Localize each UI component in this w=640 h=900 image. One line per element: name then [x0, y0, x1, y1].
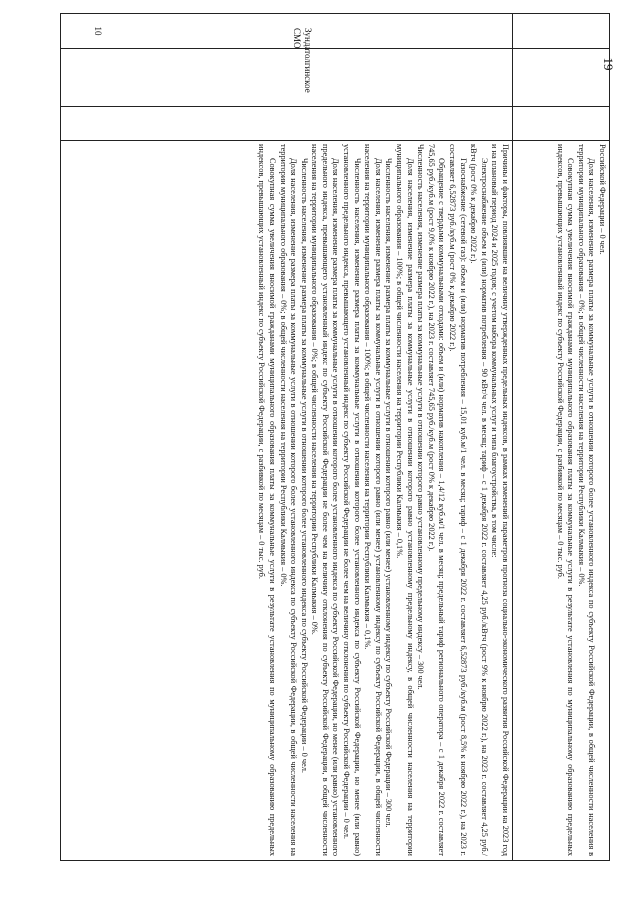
- text-paragraph: Электроснабжение объем и (или) норматив потребления – 90 кВт/ч чел. в месяц; тариф – с 1 декабря 2022 г. составляет 4,25 руб./кВтч (рост 9% к ноябрю 2022 г.), на 2023 г. составляет 4,25 руб./кВтч (рост 0% к декабрю 2022 г.).: [469, 144, 489, 856]
- page-number: 19: [601, 57, 616, 71]
- text-paragraph: Доля населения, изменение размера платы за коммунальные услуги в отношении которого более установленного индекса по субъекту Российской Федерации, в общей численности населения на территории муниципального образования – 0%; в общей численности населения на территории Республики Калмыкия – 0%.: [278, 144, 299, 856]
- column-divider: [61, 106, 609, 107]
- rotated-page-content: [52, 0, 618, 874]
- text-paragraph: Доля населения, изменение размера платы за коммунальные услуги в отношении которого равно установленному предельному индексу, в общей численности населения на территории муниципального образования – 100%; в общей численности населения на территории Республики Калмыкия – 0,1%.: [395, 144, 415, 856]
- text-paragraph: Газоснабжение (сетевой газ): объем и (или) норматив потребления – 15,01 куб.м/1 чел. в месяц; тариф – с 1 декабря 2022 г. составляет 6,52873 руб./куб.м (рост 8,5% к ноябрю 2022 г.), на 2023 г. составляет 6,52873 руб./куб.м (рост 0% к декабрю 2022 г.).: [448, 144, 468, 856]
- text-line: Российской Федерации – 0 чел.: [598, 144, 607, 255]
- data-table: [60, 13, 610, 861]
- row-10-cell: [62, 144, 510, 856]
- municipality-name: Зундатолгинское СМО: [292, 28, 313, 93]
- text-paragraph: Совокупная сумма увеличения вносимой гражданами муниципального образования платы за коммунальные услуги в результате установления по муниципальному образованию предельных индексов, превышающих установленный индекс по субъекту Российской Федерации, с разбивкой по месяцам – 0 тыс. руб.: [257, 144, 277, 856]
- column-divider: [61, 140, 609, 141]
- text-paragraph: Обращение с твердыми коммунальными отходами: объем и (или) норматив накопления – 1,4/12 куб.м/1 чел. в месяц; предельный тариф регионального оператора – с 1 декабря 2022 г. составляет 745,65 руб./куб.м (рост 9,0% к ноябрю 2022 г.), на 2023 г. составляет 745,65 руб./куб.м (рост 0% к декабрю 2022 г.).: [426, 144, 447, 856]
- text-paragraph: Причины и факторы, повлиявшие на величину утвержденных предельных индексов, в рамках изменений параметров прогноза социально-экономического развития Российской Федерации на 2023 год и на плановый период 2024 и 2025 годов; с учетом набора коммунальных услуг и типа благоустройства, в том числе:: [490, 144, 510, 856]
- text-paragraph: Численность населения, изменение размера платы за коммунальные услуги в отношении которого более установленного индекса по субъекту Российской Федерации – 0 чел.: [299, 158, 309, 773]
- text-paragraph: Доля населения, изменение размера платы за коммунальные услуги в отношении которого равно (или менее) установленному индексу по субъекту Российской Федерации, в общей численности населения на территории муниципального образования – 100%; в общей численности населения на территории Республики Калмыкия – 0,1%.: [363, 144, 383, 856]
- text-paragraph: Численность населения, изменение размера платы за коммунальные услуги в отношении которого равно (или менее) установленному индексу по субъекту Российской Федерации – 300 чел.: [384, 158, 394, 828]
- text-paragraph: Доля населения, изменение размера платы за коммунальные услуги в отношении которого более установленного индекса по субъекту Российской Федерации, в общей численности населения в территории муниципального образования – 0%; в общей численности населения на территории Республики Калмыкия – 0%.: [576, 144, 597, 856]
- column-divider: [61, 48, 609, 49]
- text-paragraph: Совокупная сумма увеличения вносимой гражданами муниципального образования платы за коммунальные услуги в результате установления по муниципальному образованию предельных индексов, превышающих установленный индекс по субъекту Российской Федерации, с разбивкой по месяцам – 0 тыс. руб.: [555, 144, 576, 856]
- row-number: 10: [93, 26, 103, 36]
- row-divider: [512, 14, 513, 860]
- text-paragraph: Численность населения, изменение размера платы за коммунальные услуги в отношении которого равно установленному предельному индексу – 300 чел.: [416, 144, 426, 690]
- text-paragraph: Численность населения, изменение размера платы за коммунальные услуги в отношении которого более установленного индекса по субъекту Российской Федерации, но менее (или равно) установленного предельного индекса, превышающего установленный индекс по субъекту Российской Федерации не более чем на величину отклонения по субъекту Российской Федерации – 0 чел.: [342, 144, 362, 856]
- text-paragraph: Доля населения, изменение размера платы за коммунальные услуги в отношении которого более установленного индекса по субъекту Российской Федерации, но менее (или равно) установленного предельного индекса, превышающего установленный индекс по субъекту Российской Федерации не более чем на величину отклонения по субъекту Российской Федерации, в общей численности населения на территории муниципального образования – 0%; в общей численности населения на территории Республики Калмыкия – 0%.: [310, 144, 341, 856]
- row-9-cell: [515, 144, 607, 856]
